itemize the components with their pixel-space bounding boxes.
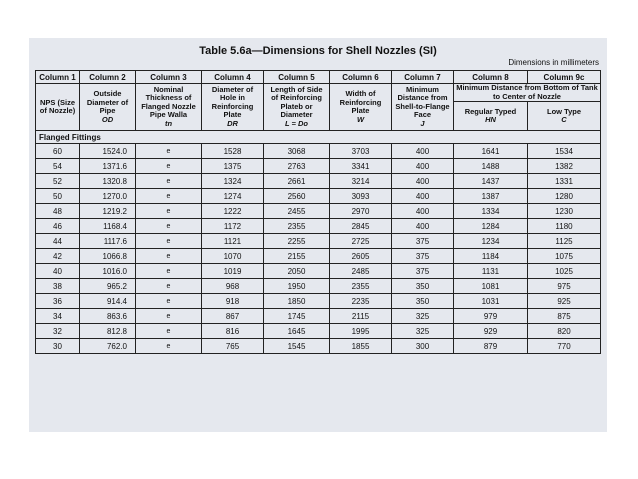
cell-regular: 979: [454, 309, 528, 324]
cell-wall: e: [136, 159, 202, 174]
cell-regular: 1284: [454, 219, 528, 234]
cell-hole: 1528: [202, 144, 264, 159]
table-row: [36, 339, 601, 354]
table-row: [36, 264, 601, 279]
column-label: Column 8: [454, 71, 528, 84]
header-low: [528, 102, 601, 131]
table-row: [36, 309, 601, 324]
cell-od: 1117.6: [80, 234, 136, 249]
cell-regular: 1081: [454, 279, 528, 294]
header-length-text: Length of Side of Reinforcing Plateb or Diameter: [270, 84, 323, 120]
header-od-text: Outside Diameter of Pipe: [86, 89, 129, 115]
header-low-text: Low Type: [546, 106, 582, 116]
cell-width: 3093: [330, 189, 392, 204]
cell-width: 2725: [330, 234, 392, 249]
cell-length: 3068: [264, 144, 330, 159]
cell-regular: 879: [454, 339, 528, 354]
section-label: Flanged Fittings: [36, 131, 601, 144]
cell-hole: 1019: [202, 264, 264, 279]
cell-low: 1534: [528, 144, 601, 159]
header-low-symbol: C: [561, 115, 567, 124]
header-min-distance-symbol: J: [420, 118, 425, 128]
cell-wall: e: [136, 204, 202, 219]
cell-min-distance: 325: [392, 309, 454, 324]
cell-low: 1075: [528, 249, 601, 264]
cell-nps: 32: [36, 324, 80, 339]
cell-hole: 867: [202, 309, 264, 324]
cell-length: 2455: [264, 204, 330, 219]
table-row: [36, 144, 601, 159]
section-row: [36, 131, 601, 144]
cell-width: 3703: [330, 144, 392, 159]
column-label: Column 2: [80, 71, 136, 84]
cell-nps: 34: [36, 309, 80, 324]
cell-wall: e: [136, 189, 202, 204]
cell-wall: e: [136, 234, 202, 249]
header-width-symbol: W: [356, 114, 365, 124]
cell-wall: e: [136, 174, 202, 189]
table-row: [36, 249, 601, 264]
cell-width: 3341: [330, 159, 392, 174]
cell-wall: e: [136, 144, 202, 159]
cell-width: 2115: [330, 309, 392, 324]
cell-min-distance: 400: [392, 159, 454, 174]
cell-regular: 1334: [454, 204, 528, 219]
cell-width: 2970: [330, 204, 392, 219]
cell-width: 1995: [330, 324, 392, 339]
cell-regular: 1437: [454, 174, 528, 189]
cell-regular: 1184: [454, 249, 528, 264]
cell-wall: e: [136, 294, 202, 309]
cell-nps: 40: [36, 264, 80, 279]
cell-regular: 1031: [454, 294, 528, 309]
document-page: [29, 38, 607, 432]
table-row: [36, 324, 601, 339]
cell-nps: 54: [36, 159, 80, 174]
cell-hole: 1070: [202, 249, 264, 264]
cell-od: 1320.8: [80, 174, 136, 189]
cell-od: 1168.4: [80, 219, 136, 234]
cell-hole: 816: [202, 324, 264, 339]
table-row: [36, 174, 601, 189]
cell-length: 2050: [264, 264, 330, 279]
cell-hole: 968: [202, 279, 264, 294]
cell-min-distance: 350: [392, 279, 454, 294]
header-row: [36, 84, 601, 102]
cell-wall: e: [136, 264, 202, 279]
header-wall-symbol: tn: [164, 118, 173, 128]
cell-od: 762.0: [80, 339, 136, 354]
cell-low: 1180: [528, 219, 601, 234]
table-row: [36, 204, 601, 219]
cell-length: 1950: [264, 279, 330, 294]
cell-min-distance: 400: [392, 219, 454, 234]
cell-min-distance: 325: [392, 324, 454, 339]
header-length-symbol: L = Do: [285, 118, 308, 128]
cell-nps: 36: [36, 294, 80, 309]
cell-length: 2560: [264, 189, 330, 204]
cell-min-distance: 375: [392, 264, 454, 279]
column-label: Column 9c: [528, 71, 601, 84]
cell-od: 965.2: [80, 279, 136, 294]
cell-min-distance: 375: [392, 249, 454, 264]
cell-od: 914.4: [80, 294, 136, 309]
cell-hole: 765: [202, 339, 264, 354]
cell-hole: 1222: [202, 204, 264, 219]
cell-min-distance: 375: [392, 234, 454, 249]
column-number-row: [36, 71, 601, 84]
header-nps: NPS (Size of Nozzle): [36, 84, 80, 131]
cell-hole: 1274: [202, 189, 264, 204]
cell-regular: 1387: [454, 189, 528, 204]
cell-od: 1219.2: [80, 204, 136, 219]
cell-hole: 1121: [202, 234, 264, 249]
column-label: Column 3: [136, 71, 202, 84]
cell-low: 1382: [528, 159, 601, 174]
cell-od: 1270.0: [80, 189, 136, 204]
header-wall: [136, 84, 202, 131]
cell-nps: 52: [36, 174, 80, 189]
cell-low: 975: [528, 279, 601, 294]
cell-wall: e: [136, 249, 202, 264]
nozzle-dimensions-table: [35, 70, 601, 354]
table-title: Table 5.6a—Dimensions for Shell Nozzles (SI): [199, 45, 437, 57]
cell-width: 2235: [330, 294, 392, 309]
cell-length: 2155: [264, 249, 330, 264]
cell-regular: 929: [454, 324, 528, 339]
cell-wall: e: [136, 279, 202, 294]
cell-od: 863.6: [80, 309, 136, 324]
table-body: [36, 131, 601, 354]
cell-wall: e: [136, 324, 202, 339]
table-row: [36, 159, 601, 174]
table-row: [36, 294, 601, 309]
header-od-symbol: OD: [101, 114, 114, 124]
cell-length: 1645: [264, 324, 330, 339]
cell-width: 2845: [330, 219, 392, 234]
header-min-distance-text: Minimum Distance from Shell-to-Flange Face: [395, 84, 450, 120]
header-od: [80, 84, 136, 131]
header-hole-symbol: DR: [227, 118, 238, 128]
cell-regular: 1131: [454, 264, 528, 279]
cell-wall: e: [136, 309, 202, 324]
column-label: Column 1: [36, 71, 80, 84]
cell-nps: 46: [36, 219, 80, 234]
header-bottom-distance: Minimum Distance from Bottom of Tank to Center of Nozzle: [454, 84, 601, 102]
cell-width: 2355: [330, 279, 392, 294]
header-regular-text: Regular Typed: [464, 106, 517, 116]
header-length: [264, 84, 330, 131]
column-label: Column 4: [202, 71, 264, 84]
cell-wall: e: [136, 219, 202, 234]
header-hole: [202, 84, 264, 131]
cell-min-distance: 350: [392, 294, 454, 309]
cell-low: 875: [528, 309, 601, 324]
column-label: Column 5: [264, 71, 330, 84]
cell-regular: 1234: [454, 234, 528, 249]
table-row: [36, 219, 601, 234]
cell-width: 2605: [330, 249, 392, 264]
cell-hole: 1324: [202, 174, 264, 189]
cell-length: 1850: [264, 294, 330, 309]
cell-width: 2485: [330, 264, 392, 279]
cell-min-distance: 400: [392, 189, 454, 204]
cell-min-distance: 400: [392, 174, 454, 189]
cell-length: 1745: [264, 309, 330, 324]
cell-length: 1545: [264, 339, 330, 354]
cell-od: 812.8: [80, 324, 136, 339]
table-row: [36, 189, 601, 204]
header-min-distance: [392, 84, 454, 131]
cell-low: 1125: [528, 234, 601, 249]
header-width: [330, 84, 392, 131]
cell-nps: 38: [36, 279, 80, 294]
cell-nps: 44: [36, 234, 80, 249]
cell-low: 925: [528, 294, 601, 309]
cell-nps: 60: [36, 144, 80, 159]
cell-regular: 1641: [454, 144, 528, 159]
header-wall-text: Nominal Thickness of Flanged Nozzle Pipe Walla: [141, 84, 196, 120]
cell-nps: 50: [36, 189, 80, 204]
cell-length: 2763: [264, 159, 330, 174]
units-note: Dimensions in millimeters: [508, 58, 599, 67]
cell-hole: 1375: [202, 159, 264, 174]
cell-wall: e: [136, 339, 202, 354]
cell-min-distance: 400: [392, 204, 454, 219]
cell-low: 1331: [528, 174, 601, 189]
cell-low: 1230: [528, 204, 601, 219]
table-row: [36, 279, 601, 294]
cell-od: 1016.0: [80, 264, 136, 279]
header-regular-symbol: HN: [485, 115, 496, 124]
header-width-text: Width of Reinforcing Plate: [339, 89, 382, 115]
cell-width: 3214: [330, 174, 392, 189]
cell-length: 2355: [264, 219, 330, 234]
cell-nps: 48: [36, 204, 80, 219]
cell-hole: 1172: [202, 219, 264, 234]
cell-od: 1524.0: [80, 144, 136, 159]
cell-min-distance: 300: [392, 339, 454, 354]
table-row: [36, 234, 601, 249]
cell-low: 770: [528, 339, 601, 354]
cell-low: 1280: [528, 189, 601, 204]
cell-low: 1025: [528, 264, 601, 279]
cell-low: 820: [528, 324, 601, 339]
cell-length: 2661: [264, 174, 330, 189]
cell-nps: 30: [36, 339, 80, 354]
cell-nps: 42: [36, 249, 80, 264]
cell-regular: 1488: [454, 159, 528, 174]
column-label: Column 7: [392, 71, 454, 84]
header-regular: [454, 102, 528, 131]
cell-hole: 918: [202, 294, 264, 309]
cell-min-distance: 400: [392, 144, 454, 159]
cell-width: 1855: [330, 339, 392, 354]
cell-od: 1066.8: [80, 249, 136, 264]
cell-length: 2255: [264, 234, 330, 249]
cell-od: 1371.6: [80, 159, 136, 174]
column-label: Column 6: [330, 71, 392, 84]
header-hole-text: Diameter of Hole in Reinforcing Plate: [211, 84, 254, 120]
